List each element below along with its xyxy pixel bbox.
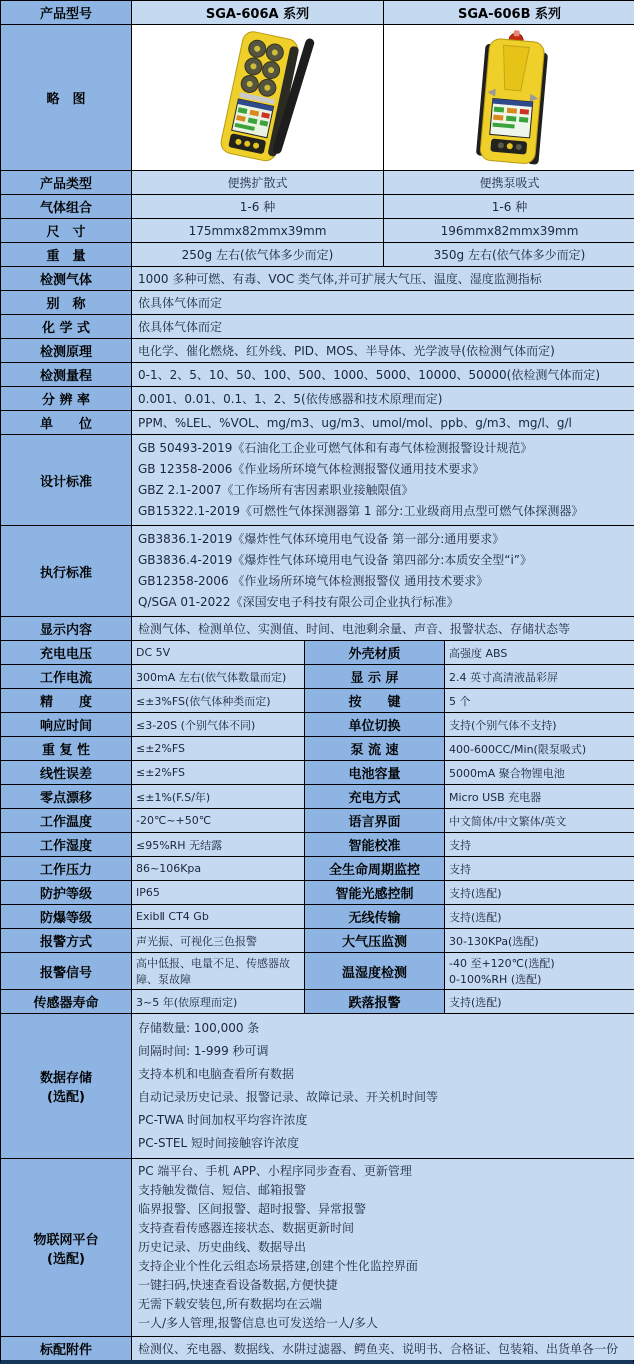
spec-value: PPM、%LEL、%VOL、mg/m3、ug/m3、umol/mol、ppb、g/m3、mg/l、g/l — [131, 411, 634, 434]
spec-label: 大气压监测 — [304, 929, 444, 952]
sketch-label: 略 图 — [1, 25, 131, 170]
spec-row — [1, 219, 633, 243]
standard-line: GB15322.1-2019《可燃性气体探测器第 1 部分:工业级商用点型可燃气体探测器》 — [138, 504, 584, 518]
design-standards-row — [1, 435, 633, 526]
spec-value: 依具体气体而定 — [131, 291, 634, 314]
spec-label: 温湿度检测 — [304, 953, 444, 989]
spec-row — [1, 267, 633, 291]
spec-row — [1, 363, 633, 387]
exec-standards-value — [131, 526, 634, 616]
spec-value: 2.4 英寸高清液晶彩屏 — [444, 665, 634, 688]
spec-label: 线性误差 — [1, 761, 131, 784]
spec-row — [1, 689, 633, 713]
spec-row — [1, 171, 633, 195]
spec-row — [1, 761, 633, 785]
data-storage-label: 数据存储 (选配) — [1, 1014, 131, 1158]
spec-value: 支持(选配) — [444, 905, 634, 928]
spec-label: 外壳材质 — [304, 641, 444, 664]
quad-section — [1, 641, 633, 1014]
spec-label: 按 键 — [304, 689, 444, 712]
spec-label: 跌落报警 — [304, 990, 444, 1013]
spec-value: 400-600CC/Min(限泵吸式) — [444, 737, 634, 760]
spec-label: 检测气体 — [1, 267, 131, 290]
spec-value: 支持 — [444, 857, 634, 880]
spec-row — [1, 195, 633, 219]
storage-line: PC-STEL 短时间接触容许浓度 — [138, 1136, 299, 1150]
spec-label: 重 复 性 — [1, 737, 131, 760]
storage-line: 存储数量: 100,000 条 — [138, 1021, 260, 1035]
accessories-label: 标配附件 — [1, 1337, 131, 1360]
display-content-row — [1, 617, 633, 641]
spec-value: ≤±2%FS — [131, 737, 304, 760]
spec-value-b: 196mmx82mmx39mm — [383, 219, 634, 242]
spec-row — [1, 857, 633, 881]
display-content-label: 显示内容 — [1, 617, 131, 640]
spec-label: 单位切换 — [304, 713, 444, 736]
spec-label: 检测原理 — [1, 339, 131, 362]
spec-label: 智能校准 — [304, 833, 444, 856]
iot-platform-label: 物联网平台 (选配) — [1, 1159, 131, 1336]
spec-label: 分 辨 率 — [1, 387, 131, 410]
spec-value: ExibⅡ CT4 Gb — [131, 905, 304, 928]
spec-value-a: 250g 左右(依气体多少而定) — [131, 243, 383, 266]
data-storage-value — [131, 1014, 634, 1158]
spec-row — [1, 387, 633, 411]
spec-value: 5 个 — [444, 689, 634, 712]
series-a-header: SGA-606A 系列 — [131, 1, 383, 24]
spec-value: 高中低报、电量不足、传感器故障、泵故障 — [131, 953, 304, 989]
spec-value-b: 350g 左右(依气体多少而定) — [383, 243, 634, 266]
device-a-image — [173, 28, 343, 168]
standard-line: Q/SGA 01-2022《深国安电子科技有限公司企业执行标准》 — [138, 595, 459, 609]
spec-row — [1, 905, 633, 929]
iot-line: 支持查看传感器连接状态、数据更新时间 — [138, 1221, 355, 1235]
spec-value: 86~106Kpa — [131, 857, 304, 880]
spec-row — [1, 929, 633, 953]
standard-line: GBZ 2.1-2007《工作场所有害因素职业接触限值》 — [138, 483, 414, 497]
iot-line: 无需下载安装包,所有数据均在云端 — [138, 1297, 322, 1311]
spec-label: 显 示 屏 — [304, 665, 444, 688]
spec-label: 工作温度 — [1, 809, 131, 832]
spec-row — [1, 990, 633, 1014]
spec-value: 1000 多种可燃、有毒、VOC 类气体,并可扩展大气压、温度、湿度监测指标 — [131, 267, 634, 290]
spec-label: 报警方式 — [1, 929, 131, 952]
storage-line: PC-TWA 时间加权平均容许浓度 — [138, 1113, 308, 1127]
spec-label: 防护等级 — [1, 881, 131, 904]
standard-line: GB12358-2006 《作业场所环境气体检测报警仪 通用技术要求》 — [138, 574, 489, 588]
spec-label: 气体组合 — [1, 195, 131, 218]
spec-label: 化 学 式 — [1, 315, 131, 338]
spec-label: 全生命周期监控 — [304, 857, 444, 880]
spec-value-a: 175mmx82mmx39mm — [131, 219, 383, 242]
spec-row — [1, 713, 633, 737]
product-model-label: 产品型号 — [1, 1, 131, 24]
spec-label: 产品类型 — [1, 171, 131, 194]
spec-label: 单 位 — [1, 411, 131, 434]
spec-row — [1, 785, 633, 809]
spec-value: 0.001、0.01、0.1、1、2、5(依传感器和技术原理而定) — [131, 387, 634, 410]
spec-value-b: 1-6 种 — [383, 195, 634, 218]
exec-standards-label: 执行标准 — [1, 526, 131, 616]
spec-label: 语言界面 — [304, 809, 444, 832]
spec-value: -20℃~+50℃ — [131, 809, 304, 832]
device-b-cell — [383, 25, 634, 170]
spec-value-a: 1-6 种 — [131, 195, 383, 218]
iot-platform-value — [131, 1159, 634, 1336]
spec-value: 支持(选配) — [444, 881, 634, 904]
spec-label: 智能光感控制 — [304, 881, 444, 904]
accessories-row — [1, 1337, 633, 1360]
spec-value: 依具体气体而定 — [131, 315, 634, 338]
iot-line: 支持触发微信、短信、邮箱报警 — [138, 1183, 307, 1197]
spec-value: 300mA 左右(依气体数量而定) — [131, 665, 304, 688]
spec-row — [1, 833, 633, 857]
display-content-value: 检测气体、检测单位、实测值、时间、电池剩余量、声音、报警状态、存储状态等 — [131, 617, 634, 640]
sketch-row — [1, 25, 633, 171]
accessories-value: 检测仪、充电器、数据线、水阱过滤器、鳄鱼夹、说明书、合格证、包装箱、出货单各一份 — [131, 1337, 634, 1360]
spec-value-b: 便携泵吸式 — [383, 171, 634, 194]
header-row — [1, 1, 633, 25]
storage-line: 支持本机和电脑查看所有数据 — [138, 1067, 295, 1081]
series-b-header: SGA-606B 系列 — [383, 1, 634, 24]
spec-label: 精 度 — [1, 689, 131, 712]
spec-value: -40 至+120℃(选配) 0-100%RH (选配) — [444, 953, 634, 989]
design-standards-value — [131, 435, 634, 525]
spec-label: 尺 寸 — [1, 219, 131, 242]
device-a-cell — [131, 25, 383, 170]
spec-row — [1, 315, 633, 339]
span-section — [1, 267, 633, 435]
spec-value: 中文简体/中文繁体/英文 — [444, 809, 634, 832]
spec-label: 充电方式 — [304, 785, 444, 808]
spec-row — [1, 737, 633, 761]
spec-value: DC 5V — [131, 641, 304, 664]
spec-label: 零点漂移 — [1, 785, 131, 808]
spec-value: 声光振、可视化三色报警 — [131, 929, 304, 952]
spec-value: ≤±3%FS(依气体种类而定) — [131, 689, 304, 712]
spec-label: 工作电流 — [1, 665, 131, 688]
compare-section — [1, 171, 633, 267]
spec-value: ≤3-20S (个别气体不同) — [131, 713, 304, 736]
spec-value: 0-1、2、5、10、50、100、500、1000、5000、10000、50000(依检测气体而定) — [131, 363, 634, 386]
spec-value: 支持(选配) — [444, 990, 634, 1013]
spec-label: 报警信号 — [1, 953, 131, 989]
spec-row — [1, 881, 633, 905]
spec-value-a: 便携扩散式 — [131, 171, 383, 194]
spec-row — [1, 809, 633, 833]
spec-value: 3~5 年(依原理而定) — [131, 990, 304, 1013]
storage-line: 间隔时间: 1-999 秒可调 — [138, 1044, 269, 1058]
iot-line: 一人/多人管理,报警信息也可发送给一人/多人 — [138, 1316, 378, 1330]
spec-label: 泵 流 速 — [304, 737, 444, 760]
standard-line: GB 50493-2019《石油化工企业可燃气体和有毒气体检测报警设计规范》 — [138, 441, 533, 455]
spec-value: 支持(个别气体不支持) — [444, 713, 634, 736]
iot-line: PC 端平台、手机 APP、小程序同步查看、更新管理 — [138, 1164, 412, 1178]
spec-value: 高强度 ABS — [444, 641, 634, 664]
standard-line: GB3836.1-2019《爆炸性气体环境用电气设备 第一部分:通用要求》 — [138, 532, 505, 546]
spec-label: 传感器寿命 — [1, 990, 131, 1013]
design-standards-label: 设计标准 — [1, 435, 131, 525]
standard-line: GB 12358-2006《作业场所环境气体检测报警仪通用技术要求》 — [138, 462, 485, 476]
spec-row — [1, 641, 633, 665]
spec-label: 检测量程 — [1, 363, 131, 386]
spec-value: 30-130KPa(选配) — [444, 929, 634, 952]
iot-line: 临界报警、区间报警、超时报警、异常报警 — [138, 1202, 367, 1216]
spec-label: 重 量 — [1, 243, 131, 266]
spec-row — [1, 953, 633, 990]
storage-line: 自动记录历史记录、报警记录、故障记录、开关机时间等 — [138, 1090, 439, 1104]
spec-label: 充电电压 — [1, 641, 131, 664]
iot-platform-row — [1, 1159, 633, 1337]
device-b-image — [425, 28, 595, 168]
spec-value: IP65 — [131, 881, 304, 904]
spec-value: ≤±1%(F.S/年) — [131, 785, 304, 808]
spec-value: ≤±2%FS — [131, 761, 304, 784]
spec-row — [1, 665, 633, 689]
spec-row — [1, 411, 633, 435]
spec-row — [1, 339, 633, 363]
exec-standards-row — [1, 526, 633, 617]
standard-line: GB3836.4-2019《爆炸性气体环境用电气设备 第四部分:本质安全型“i”》 — [138, 553, 533, 567]
spec-value: 电化学、催化燃烧、红外线、PID、MOS、半导体、光学波导(依检测气体而定) — [131, 339, 634, 362]
spec-value: 5000mA 聚合物锂电池 — [444, 761, 634, 784]
spec-value: ≤95%RH 无结露 — [131, 833, 304, 856]
spec-row — [1, 243, 633, 267]
spec-label: 防爆等级 — [1, 905, 131, 928]
spec-label: 响应时间 — [1, 713, 131, 736]
spec-label: 无线传输 — [304, 905, 444, 928]
spec-value: Micro USB 充电器 — [444, 785, 634, 808]
spec-value: 支持 — [444, 833, 634, 856]
spec-label: 工作压力 — [1, 857, 131, 880]
iot-line: 支持企业个性化云组态场景搭建,创建个性化监控界面 — [138, 1259, 418, 1273]
iot-line: 历史记录、历史曲线、数据导出 — [138, 1240, 307, 1254]
spec-label: 别 称 — [1, 291, 131, 314]
spec-label: 电池容量 — [304, 761, 444, 784]
data-storage-row — [1, 1014, 633, 1159]
spec-row — [1, 291, 633, 315]
spec-label: 工作湿度 — [1, 833, 131, 856]
iot-line: 一键扫码,快速查看设备数据,方便快捷 — [138, 1278, 338, 1292]
